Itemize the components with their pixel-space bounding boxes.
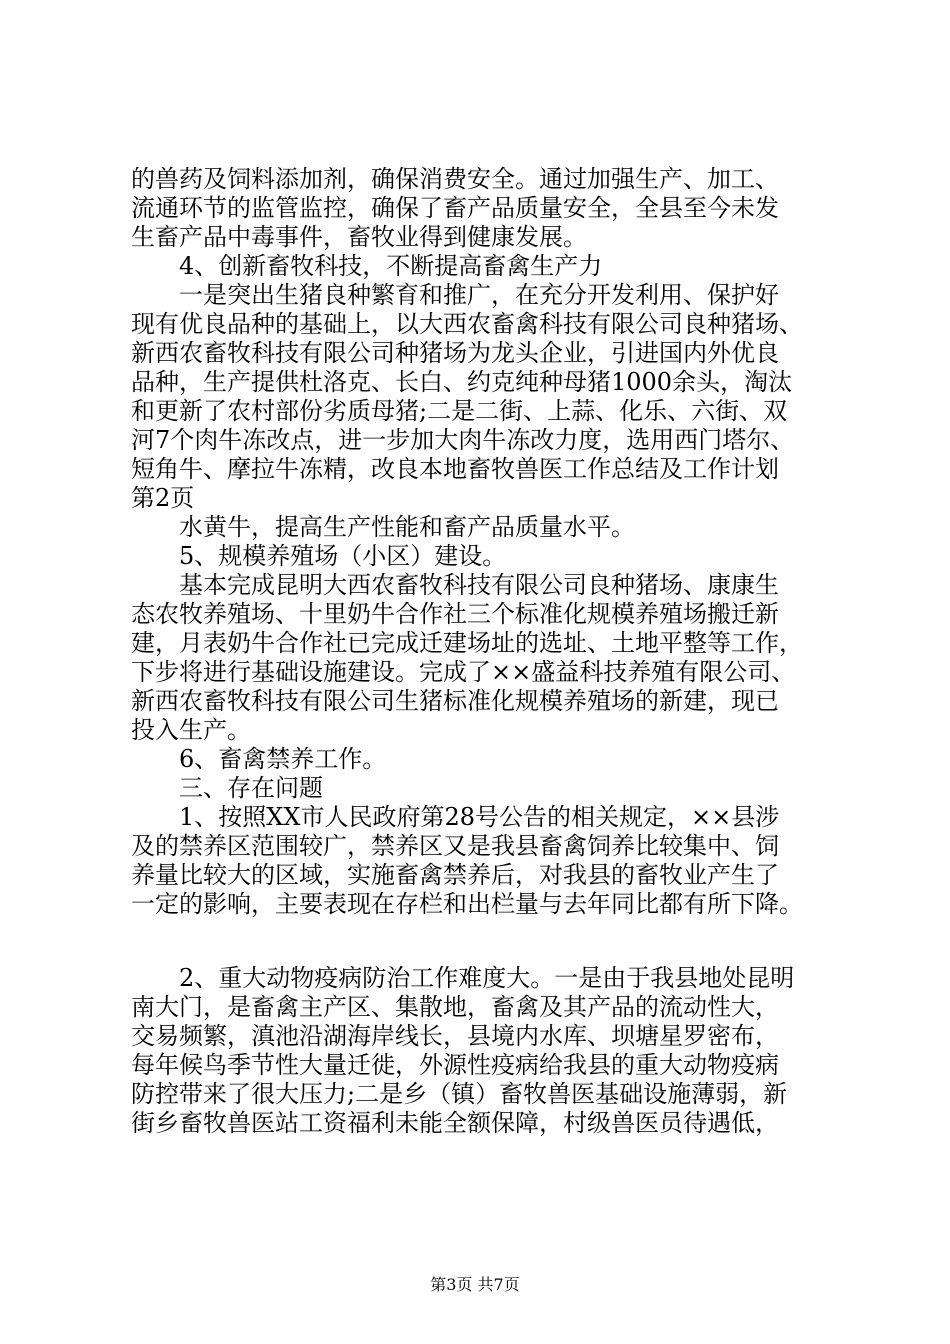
text-line: 下步将进行基础设施建设。完成了××盛益科技养殖有限公司、	[131, 658, 796, 686]
text-line: 和更新了农村部份劣质母猪;二是二街、上蒜、化乐、六街、双	[131, 397, 788, 425]
text-line: 2、重大动物疫病防治工作难度大。一是由于我县地处昆明	[179, 964, 795, 992]
text-line: 一是突出生猪良种繁育和推广，在充分开发利用、保护好	[179, 281, 779, 309]
text-line: 南大门，是畜禽主产区、集散地，畜禽及其产品的流动性大，	[131, 993, 779, 1021]
text-line: 建，月表奶牛合作社已完成迁建场址的选址、土地平整等工作，	[131, 629, 803, 657]
document-body	[131, 165, 831, 1138]
text-line: 短角牛、摩拉牛冻精，改良本地畜牧兽医工作总结及工作计划	[131, 455, 779, 483]
page-footer: 第3页 共7页	[430, 1275, 520, 1294]
section-heading: 6、畜禽禁养工作。	[179, 745, 387, 773]
text-line: 态农牧养殖场、十里奶牛合作社三个标准化规模养殖场搬迁新	[131, 600, 779, 628]
section-heading: 三、存在问题	[179, 774, 323, 802]
text-line: 投入生产。	[131, 716, 251, 744]
text-line: 防控带来了很大压力;二是乡（镇）畜牧兽医基础设施薄弱，新	[131, 1080, 788, 1108]
text-line: 每年候鸟季节性大量迁徙，外源性疫病给我县的重大动物疫病	[131, 1051, 779, 1079]
section-heading: 5、规模养殖场（小区）建设。	[179, 542, 507, 570]
text-line: 养量比较大的区域，实施畜禽禁养后，对我县的畜牧业产生了	[131, 861, 779, 889]
text-line: 河7个肉牛冻改点，进一步加大肉牛冻改力度，选用西门塔尔、	[131, 426, 795, 454]
text-line: 新西农畜牧科技有限公司生猪标准化规模养殖场的新建，现已	[131, 687, 779, 715]
text-line: 的兽药及饲料添加剂，确保消费安全。通过加强生产、加工、	[131, 165, 779, 193]
text-line: 新西农畜牧科技有限公司种猪场为龙头企业，引进国内外优良	[131, 339, 779, 367]
text-line: 及的禁养区范围较广，禁养区又是我县畜禽饲养比较集中、饲	[131, 832, 779, 860]
text-line: 生畜产品中毒事件，畜牧业得到健康发展。	[131, 223, 587, 251]
text-line: 1、按照XX市人民政府第28号公告的相关规定，××县涉	[179, 803, 780, 831]
text-line: 水黄牛，提高生产性能和畜产品质量水平。	[179, 513, 635, 541]
section-heading: 4、创新畜牧科技，不断提高畜禽生产力	[179, 252, 603, 280]
text-line: 街乡畜牧兽医站工资福利未能全额保障，村级兽医员待遇低，	[131, 1109, 779, 1137]
text-line: 现有优良品种的基础上，以大西农畜禽科技有限公司良种猪场、	[131, 310, 803, 338]
text-line: 品种，生产提供杜洛克、长白、约克纯种母猪1000余头，淘汰	[131, 368, 793, 396]
text-line: 流通环节的监管监控，确保了畜产品质量安全，全县至今未发	[131, 194, 779, 222]
text-line: 交易频繁，滇池沿湖海岸线长，县境内水库、坝塘星罗密布，	[131, 1022, 779, 1050]
text-line: 第2页	[131, 484, 195, 512]
text-line: 基本完成昆明大西农畜牧科技有限公司良种猪场、康康生	[179, 571, 779, 599]
text-line: 一定的影响，主要表现在存栏和出栏量与去年同比都有所下降。	[131, 890, 803, 918]
paragraph-gap	[131, 919, 831, 964]
